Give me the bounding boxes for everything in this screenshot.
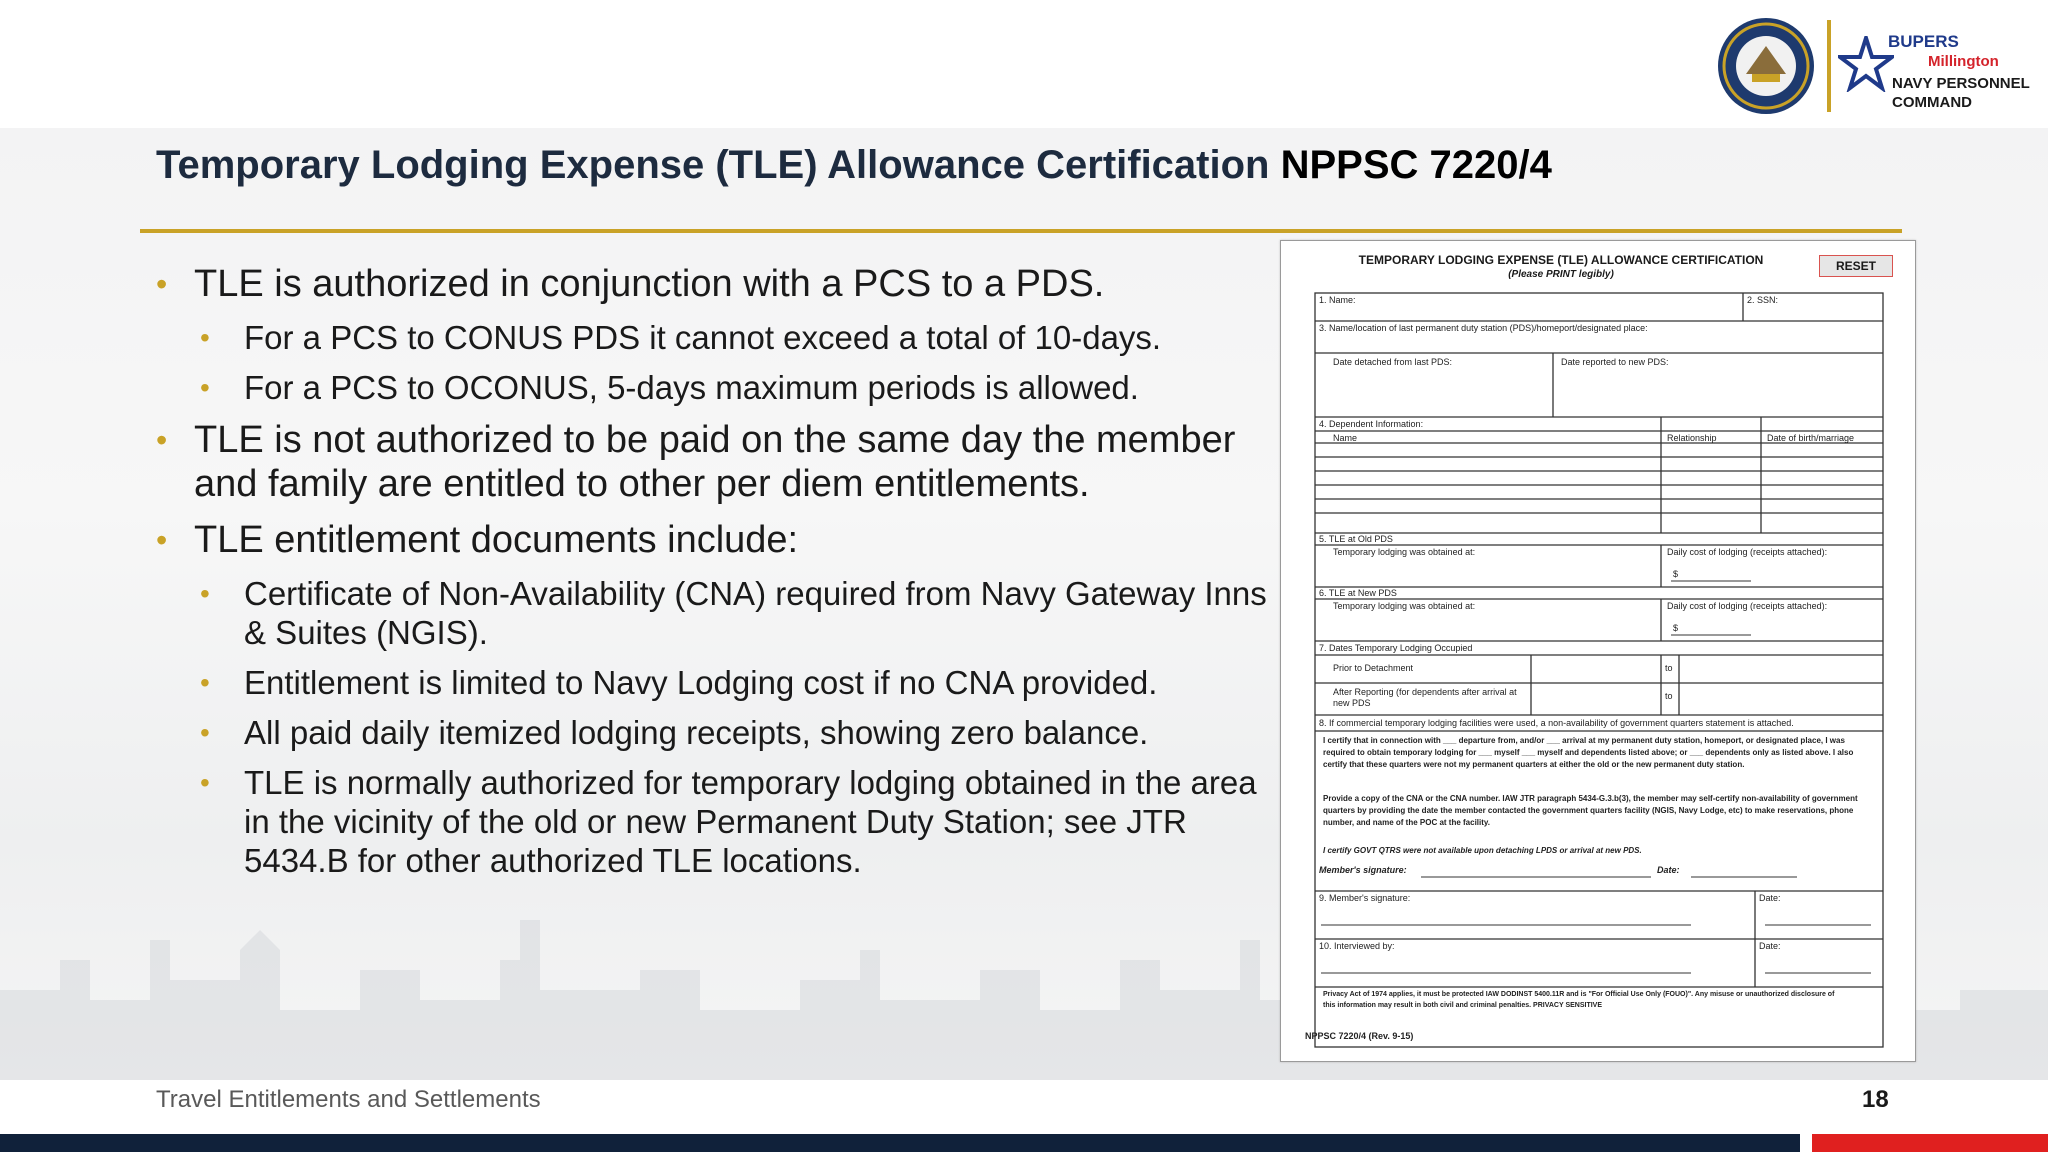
- sub-bullet-item: • Certificate of Non-Availability (CNA) required from Navy Gateway Inns & Suites (NGIS).: [194, 574, 1270, 652]
- form-field-label: Date reported to new PDS:: [1561, 357, 1669, 367]
- form-field-label: 7. Dates Temporary Lodging Occupied: [1319, 643, 1473, 653]
- sub-bullet-item: • For a PCS to OCONUS, 5-days maximum periods is allowed.: [194, 368, 1270, 407]
- form-field-label: 1. Name:: [1319, 295, 1356, 305]
- form-field-label: 3. Name/location of last permanent duty station (PDS)/homeport/designated place:: [1319, 323, 1648, 333]
- form-subtitle: (Please PRINT legibly): [1508, 269, 1614, 280]
- form-certification-text: I certify that in connection with ___ departure from, and/or ___ arrival at my permanent duty station, homeport, or designated place, I was required to obtain temporary lodging for ___ myself ___ myself and dependents listed above; or ___ dependents only as listed above. I also certify that these quarters were not my permanent quarters at either the old or the new permanent duty station.: [1323, 736, 1854, 769]
- form-field-label: 4. Dependent Information:: [1319, 419, 1424, 429]
- sub-bullet-item: • All paid daily itemized lodging receipts, showing zero balance.: [194, 713, 1270, 752]
- form-field-label: 5. TLE at Old PDS: [1319, 534, 1393, 544]
- bupers-logo: [1838, 28, 2028, 118]
- form-field-label: 2. SSN:: [1747, 295, 1779, 305]
- form-field-label: Daily cost of lodging (receipts attached):: [1667, 601, 1828, 611]
- logo-divider: [1827, 20, 1831, 112]
- page-title: [156, 143, 1552, 188]
- title-form-number: NPPSC 7220/4: [1280, 143, 1552, 187]
- bullet-item: • TLE entitlement documents include:: [150, 518, 1270, 562]
- form-field-label: 8. If commercial temporary lodging facilities were used, a non-availability of government quarters statement is attached.: [1319, 718, 1794, 728]
- form-column-header: Date of birth/marriage: [1767, 433, 1855, 443]
- form-dollar: $: [1673, 623, 1679, 633]
- form-field-label: Date:: [1657, 865, 1680, 875]
- bullet-list: [150, 262, 1270, 891]
- form-column-header: Name: [1333, 433, 1358, 443]
- form-govt-qtrs-text: I certify GOVT QTRS were not available upon detaching LPDS or arrival at new PDS.: [1323, 846, 1642, 855]
- navy-seal-logo: [1716, 16, 1816, 116]
- bullet-item: • TLE is authorized in conjunction with a PCS to a PDS.: [150, 262, 1270, 306]
- form-field-label: Daily cost of lodging (receipts attached):: [1667, 547, 1828, 557]
- form-field-label: Temporary lodging was obtained at:: [1333, 601, 1476, 611]
- form-to-label: to: [1665, 691, 1673, 701]
- page-number: 18: [1862, 1086, 1889, 1113]
- sub-bullet-item: • Entitlement is limited to Navy Lodging cost if no CNA provided.: [194, 663, 1270, 702]
- form-to-label: to: [1665, 663, 1673, 673]
- title-main: Temporary Lodging Expense (TLE) Allowance Certification: [156, 143, 1270, 187]
- footer-navy-bar: [0, 1134, 1800, 1152]
- form-field-label: Temporary lodging was obtained at:: [1333, 547, 1476, 557]
- bupers-label: BUPERS: [1888, 32, 1959, 51]
- bullet-item: • TLE is not authorized to be paid on the same day the member and family are entitled to other per diem entitlements.: [150, 418, 1270, 506]
- tle-form-image: [1280, 240, 1916, 1062]
- form-field-label: Member's signature:: [1319, 865, 1407, 875]
- form-cna-text: Provide a copy of the CNA or the CNA number. IAW JTR paragraph 5434-G.3.b(3), the member may self-certify non-availability of government quarters by providing the date the member contacted the government quarters facility (NGIS, Navy Lodge, etc) to make reservations, phone number, and name of the POC at the facility.: [1323, 794, 1858, 827]
- form-field-label: 6. TLE at New PDS: [1319, 588, 1397, 598]
- form-title: TEMPORARY LODGING EXPENSE (TLE) ALLOWANCE CERTIFICATION: [1358, 253, 1764, 267]
- form-dollar: $: [1673, 569, 1679, 579]
- form-number: NPPSC 7220/4 (Rev. 9-15): [1305, 1031, 1414, 1041]
- millington-label: Millington: [1928, 53, 1999, 70]
- form-field-label: 9. Member's signature:: [1319, 893, 1411, 903]
- footer-red-bar: [1812, 1134, 2048, 1152]
- star-icon: [1838, 36, 1894, 92]
- form-reset-button: RESET: [1819, 255, 1893, 277]
- title-divider: [140, 229, 1902, 233]
- footer-title: Travel Entitlements and Settlements: [156, 1086, 541, 1113]
- sub-bullet-item: • For a PCS to CONUS PDS it cannot exceed a total of 10-days.: [194, 318, 1270, 357]
- form-field-label: Date detached from last PDS:: [1333, 357, 1453, 367]
- form-field-label: After Reporting (for dependents after arrival at new PDS: [1333, 687, 1517, 708]
- form-column-header: Relationship: [1667, 433, 1717, 443]
- form-privacy-text: Privacy Act of 1974 applies, it must be protected IAW DODINST 5400.11R and is "For Official Use Only (FOUO)". Any misuse or unauthorized disclosure of this information may result in both civil and criminal penalties. PRIVACY SENSITIVE: [1323, 991, 1835, 1009]
- form-field-label: Prior to Detachment: [1333, 663, 1414, 673]
- sub-bullet-item: • TLE is normally authorized for temporary lodging obtained in the area in the vicinity of the old or new Permanent Duty Station; see JTR 5434.B for other authorized TLE locations.: [194, 763, 1270, 880]
- npc-label: NAVY PERSONNEL COMMAND: [1892, 75, 2030, 111]
- form-field-label: 10. Interviewed by:: [1319, 941, 1395, 951]
- form-field-label: Date:: [1759, 941, 1781, 951]
- form-field-label: Date:: [1759, 893, 1781, 903]
